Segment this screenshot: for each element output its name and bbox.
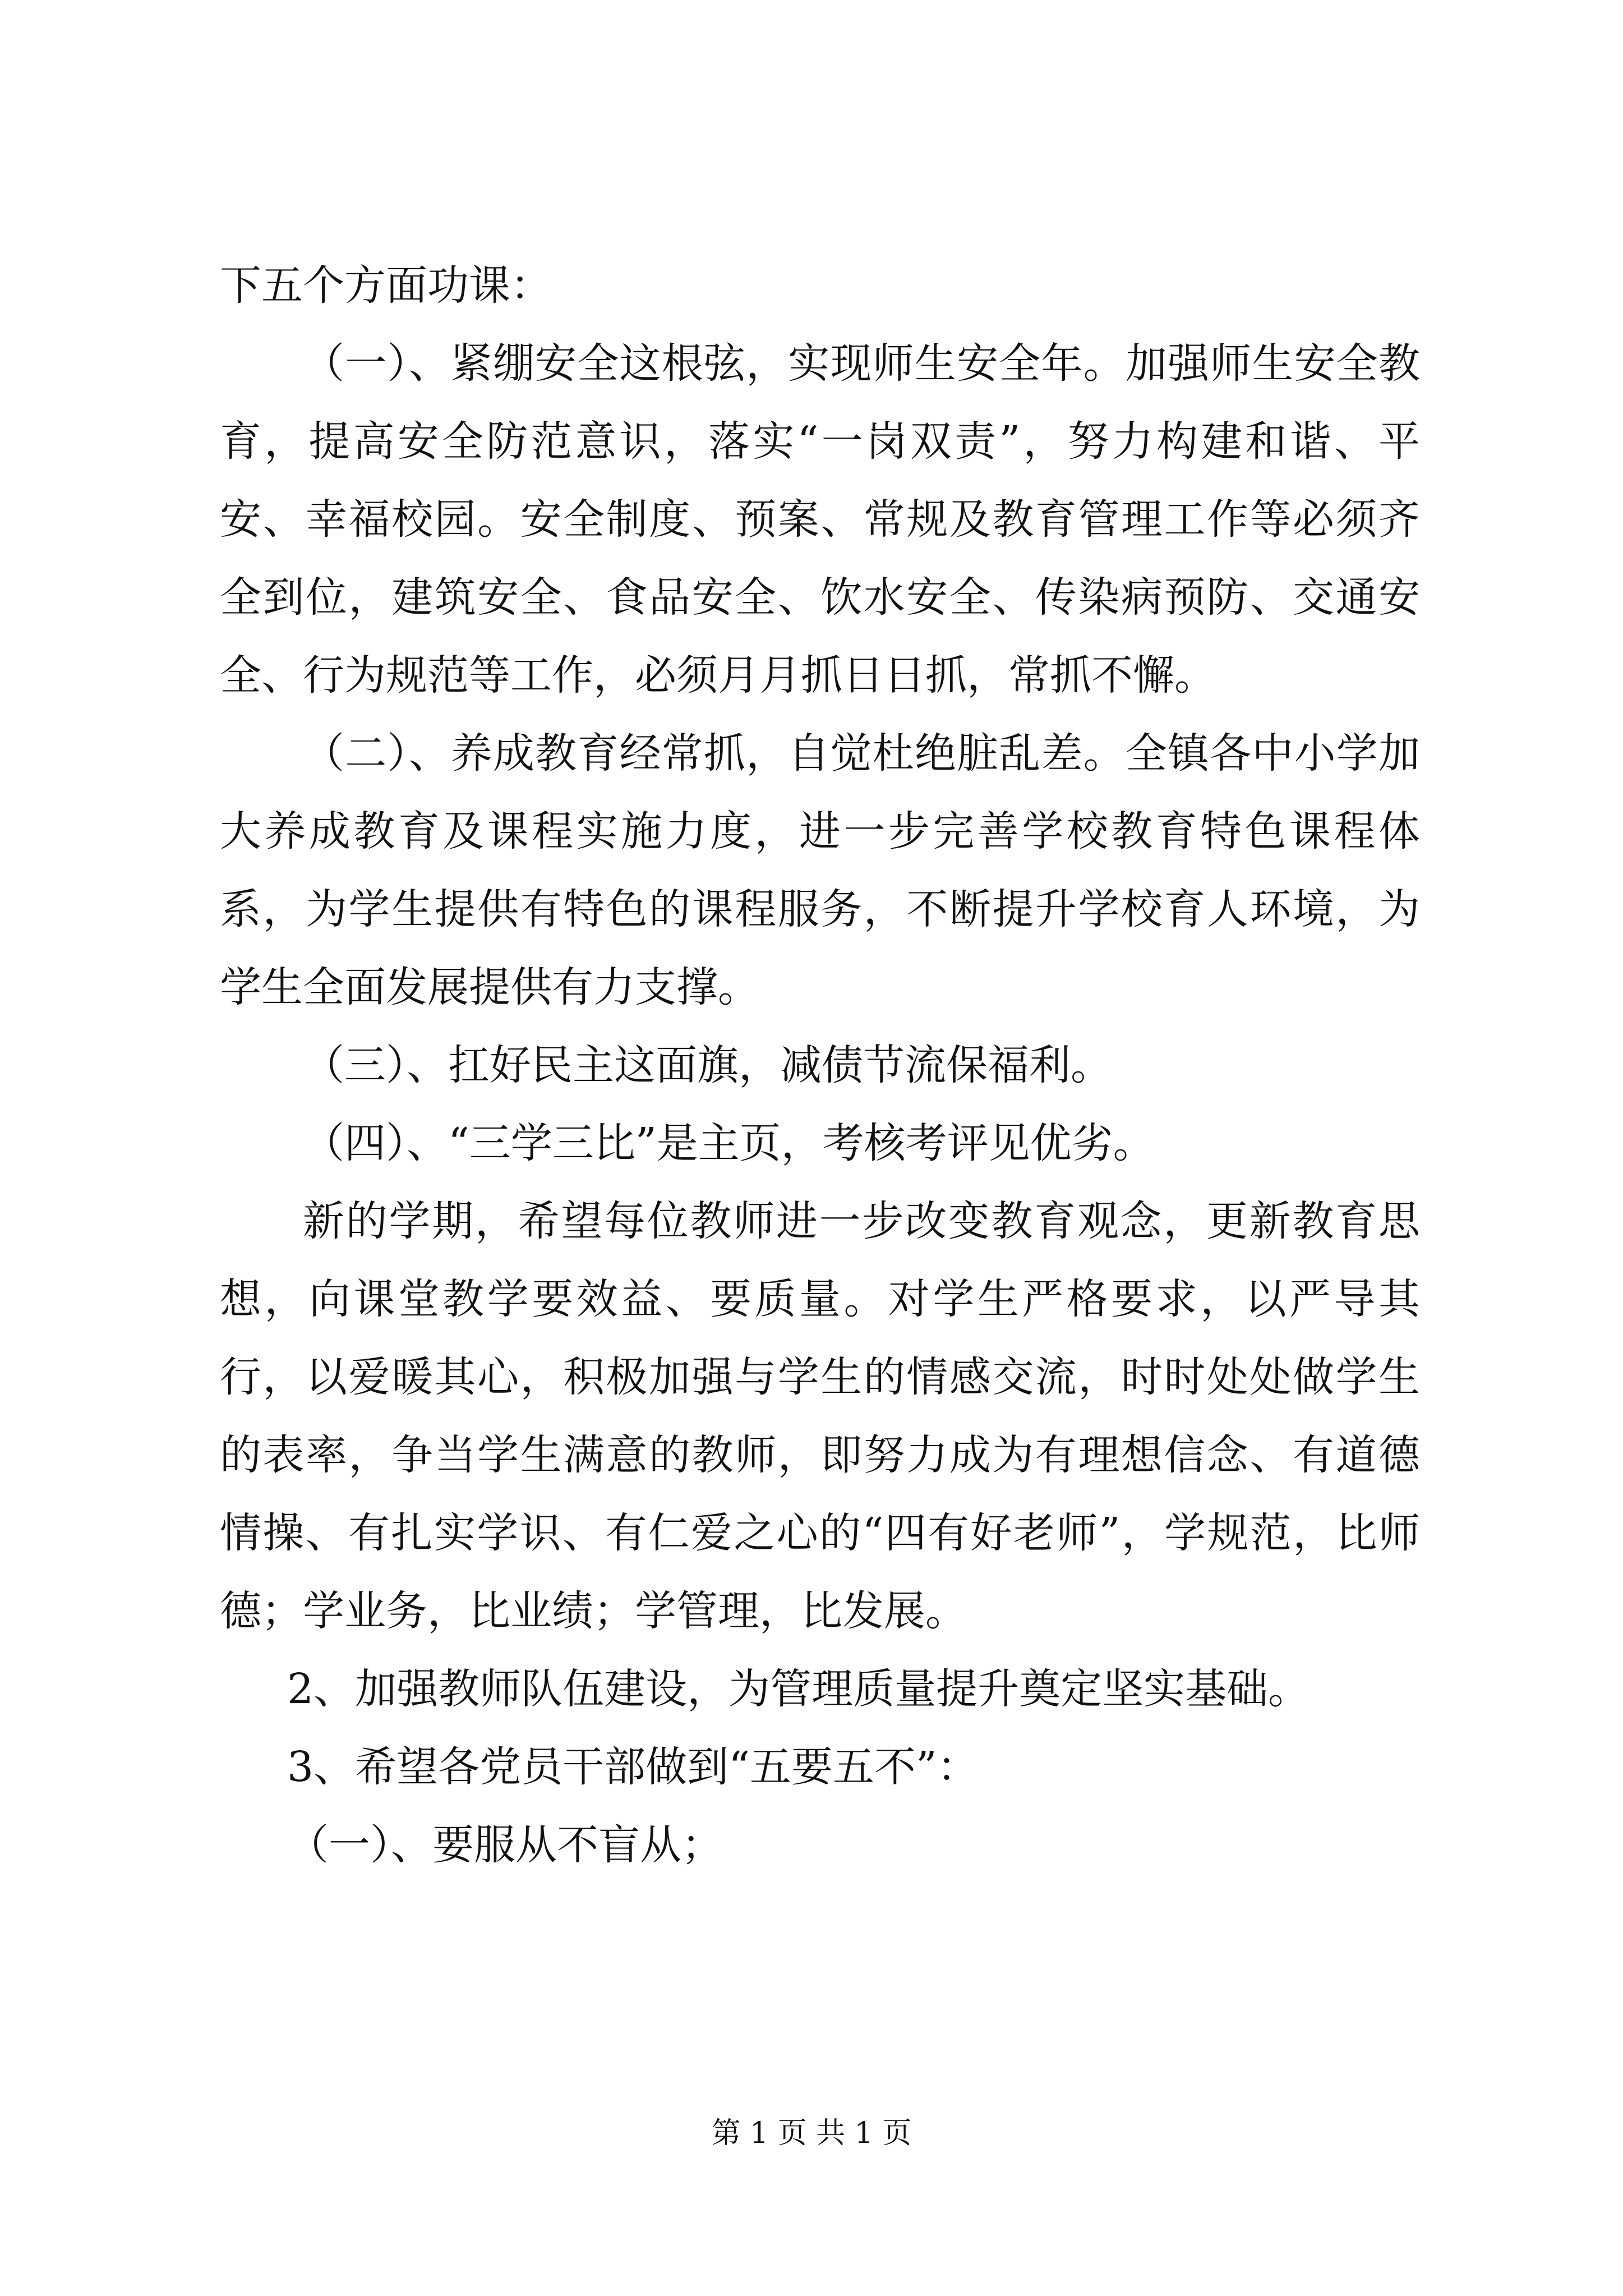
paragraph-sub-item-1: （一）、要服从不盲从；	[287, 1821, 723, 1869]
paragraph-new-semester: 新的学期，希望每位教师进一步改变教育观念，更新教育思想，向课堂教学要效益、要质量。对学生严格要求，以严导其行，以爱暖其心，积极加强与学生的情感交流，时时处处做学生的表率，争当学生满意的教师，即努力成为有理想信念、有道德情操、有扎实学识、有仁爱之心的“四有好老师”，学规范，比师德；学业务，比业绩；学管理，比发展。	[220, 1197, 1420, 1635]
paragraph-item-4: （四）、“三学三比”是主页，考核考评见优劣。	[303, 1119, 1155, 1167]
page-footer: 第 1 页 共 1 页	[711, 2116, 912, 2150]
paragraph-point-2: 2、加强教师队伍建设，为管理质量提升奠定坚实基础。	[287, 1665, 1310, 1713]
paragraph-item-3: （三）、扛好民主这面旗，减债节流保福利。	[303, 1041, 1112, 1089]
paragraph-point-3: 3、希望各党员干部做到“五要五不”：	[287, 1743, 979, 1791]
paragraph-item-1: （一）、紧绷安全这根弦，实现师生安全年。加强师生安全教育，提高安全防范意识，落实“一岗双责”，努力构建和谐、平安、幸福校园。安全制度、预案、常规及教育管理工作等必须齐全到位，建筑安全、食品安全、饮水安全、传染病预防、交通安全、行为规范等工作，必须月月抓日日抓，常抓不懈。	[220, 339, 1420, 700]
paragraph-intro: 下五个方面功课：	[220, 261, 552, 310]
paragraph-item-2: （二）、养成教育经常抓，自觉杜绝脏乱差。全镇各中小学加大养成教育及课程实施力度，进一步完善学校教育特色课程体系，为学生提供有特色的课程服务，不断提升学校育人环境，为学生全面发展提供有力支撑。	[220, 729, 1420, 1011]
document-body	[220, 247, 1420, 1884]
